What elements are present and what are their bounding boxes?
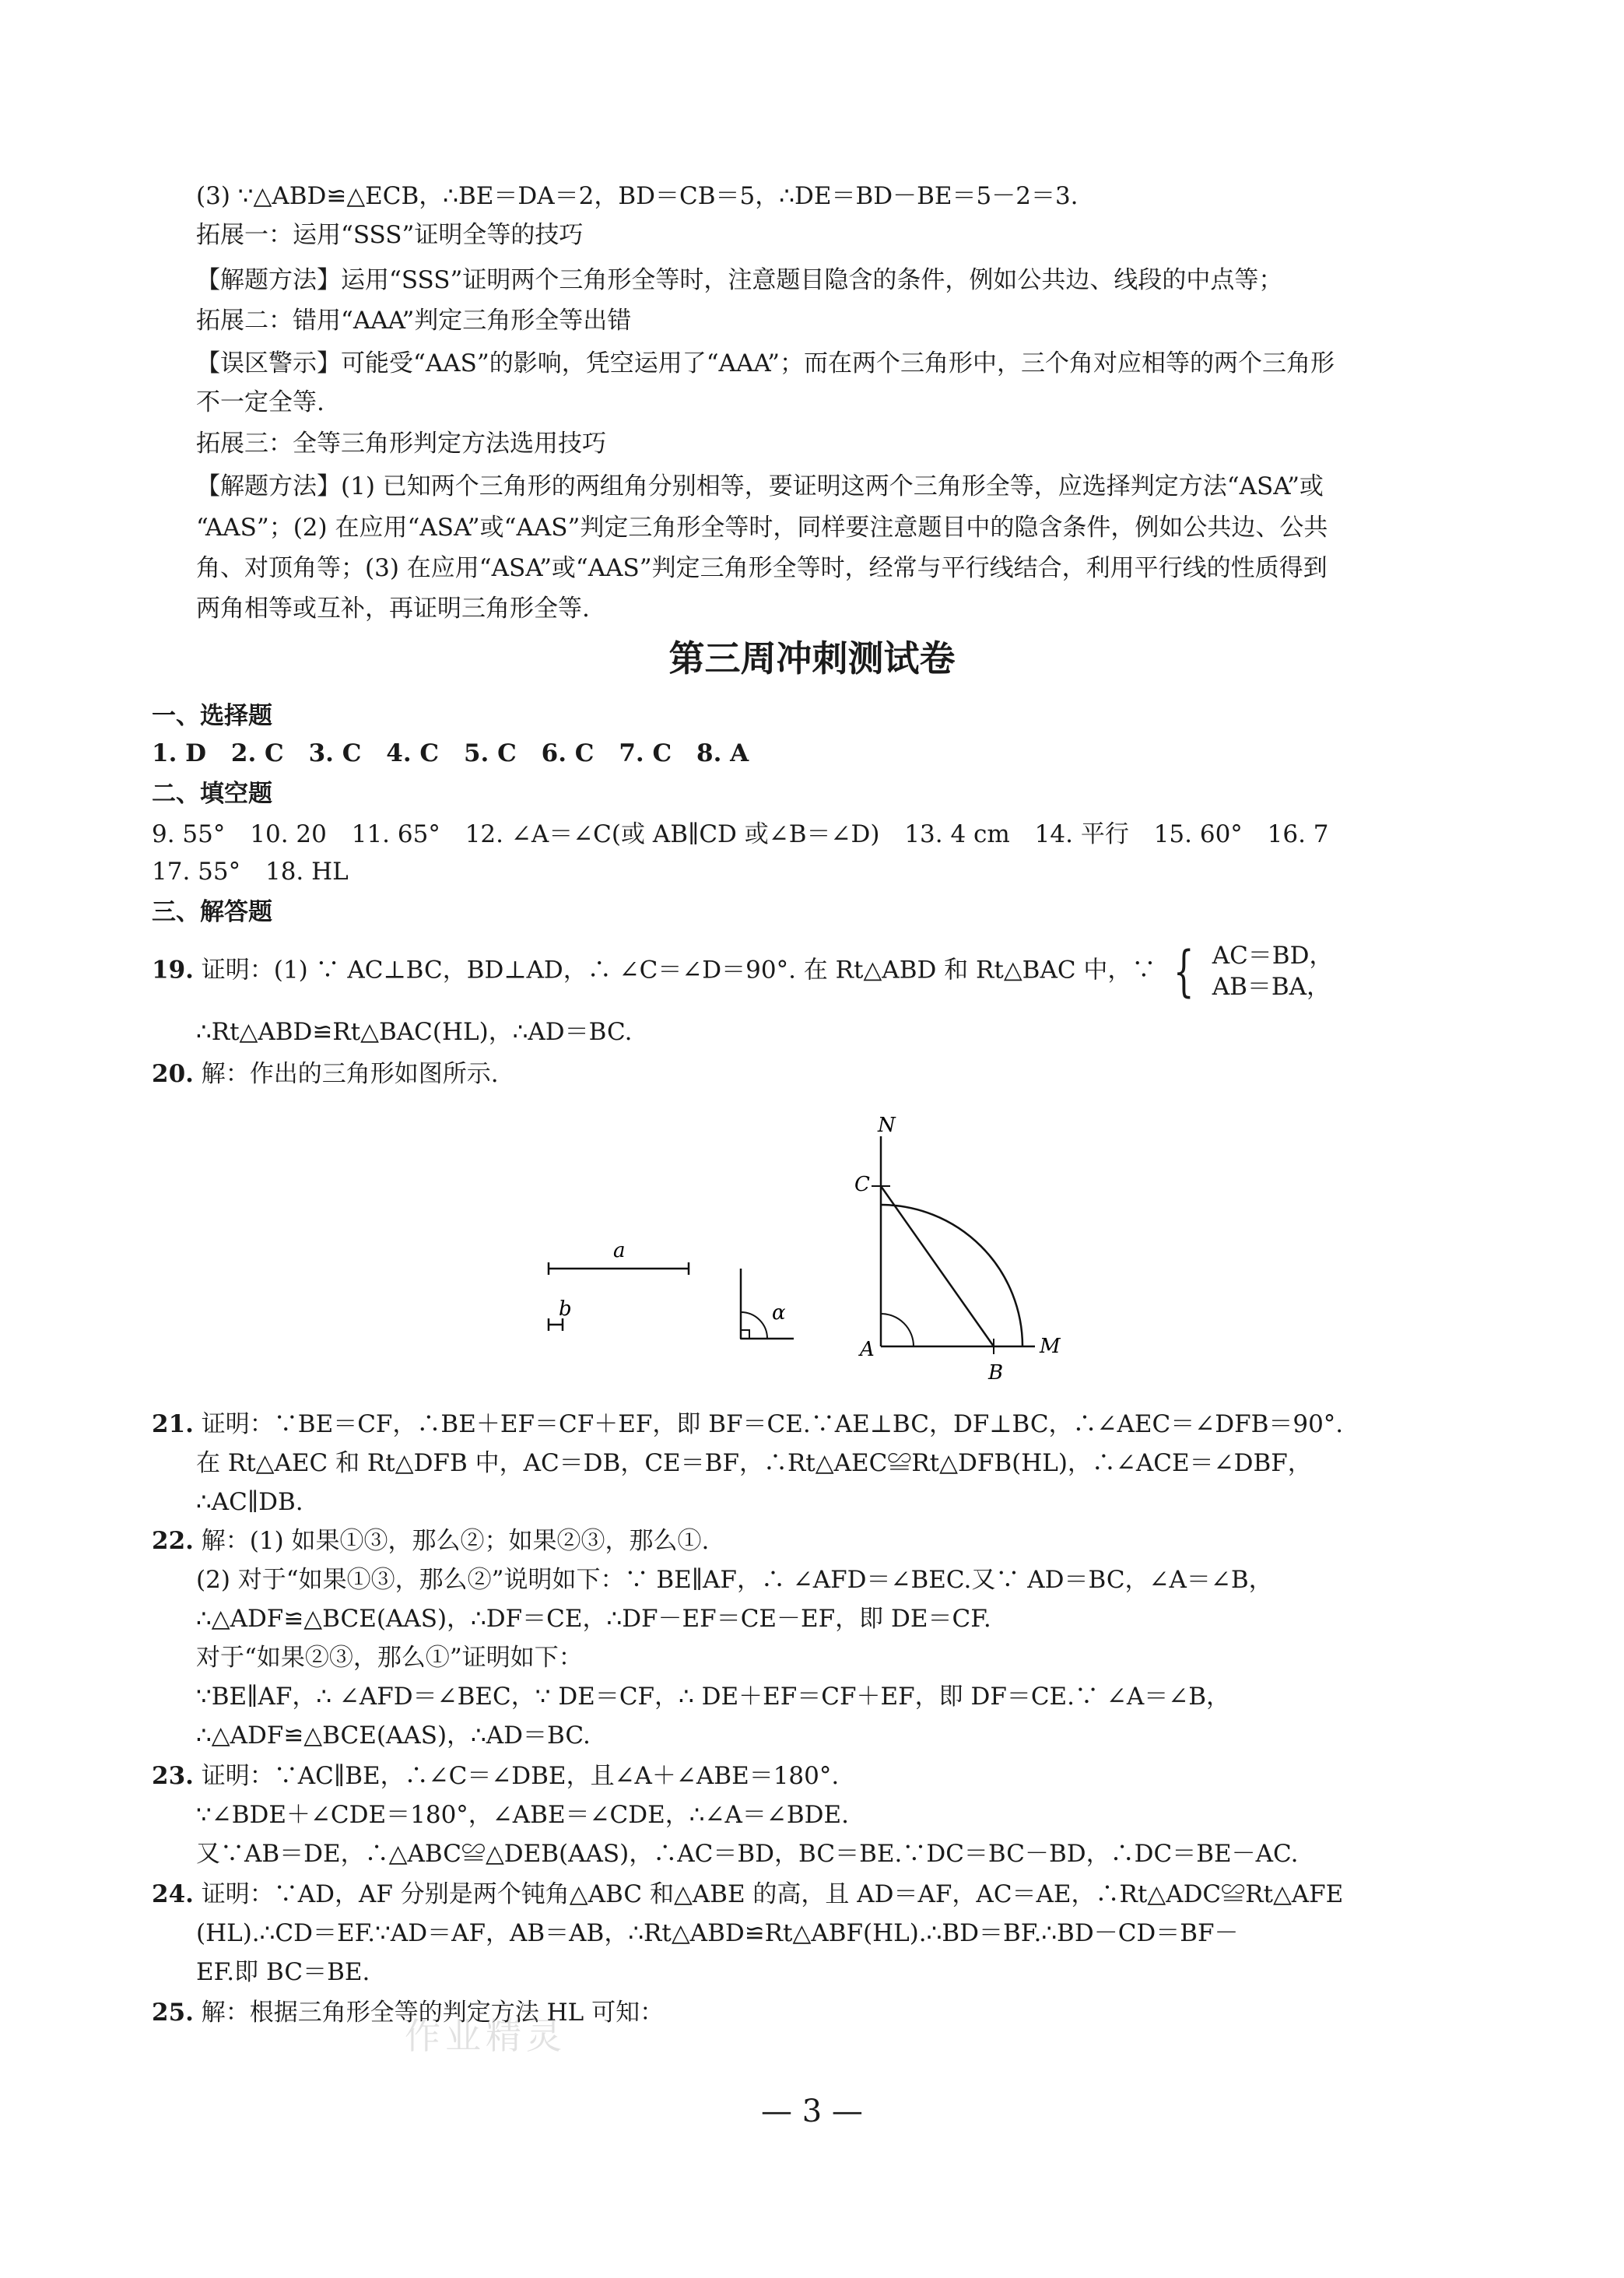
label-B: B xyxy=(988,1361,1004,1385)
question-20-text: 解：作出的三角形如图所示. xyxy=(201,1060,499,1088)
section-1-heading: 一、选择题 xyxy=(152,702,272,730)
brace-conditions xyxy=(1212,940,1334,1002)
label-C: C xyxy=(854,1173,870,1196)
question-21-line-2: 在 Rt△AEC 和 Rt△DFB 中，AC＝DB，CE＝BF，∴Rt△AEC≌Rt△DFB(HL)，∴∠ACE＝∠DBF， xyxy=(196,1449,1312,1477)
section-2-answers-row-2 xyxy=(152,856,366,887)
answer-item: 15. 60° xyxy=(1153,820,1243,848)
answer-item: 14. 平行 xyxy=(1034,820,1129,848)
section-2-answers-row-1 xyxy=(152,819,1346,850)
question-number: 19. xyxy=(152,956,194,985)
label-A: A xyxy=(860,1338,875,1361)
section-1-answers xyxy=(152,738,766,769)
question-number: 22. xyxy=(152,1527,194,1555)
answer-item: 1. D xyxy=(152,739,207,767)
question-23 xyxy=(152,1760,839,1792)
question-19-line-2: ∴Rt△ABD≌Rt△BAC(HL)，∴AD＝BC. xyxy=(196,1018,633,1046)
page-title: 第三周冲刺测试卷 xyxy=(668,637,956,679)
extension-3-method-1: 【解题方法】(1) 已知两个三角形的两组角分别相等，要证明这两个三角形全等，应选择判定方法“ASA”或 xyxy=(196,472,1324,500)
answer-line-3: (3) ∵△ABD≌△ECB，∴BE＝DA＝2，BD＝CB＝5，∴DE＝BD－BE＝5－2＝3. xyxy=(196,182,1079,210)
extension-2-warning-2: 不一定全等. xyxy=(196,388,324,416)
page-number: — 3 — xyxy=(761,2094,863,2129)
question-21-line-1: 证明：∵BE＝CF，∴BE＋EF＝CF＋EF，即 BF＝CE.∵AE⊥BC，DF⊥BC，∴∠AEC＝∠DFB＝90°. xyxy=(201,1410,1344,1438)
answer-item: 17. 55° xyxy=(152,858,241,886)
extension-1-title: 拓展一：运用“SSS”证明全等的技巧 xyxy=(196,221,584,249)
question-22-line-5: ∵BE∥AF，∴ ∠AFD＝∠BEC，∵ DE＝CF，∴ DE＋EF＝CF＋EF，即 DF＝CE.∵ ∠A＝∠B， xyxy=(196,1683,1231,1711)
label-M: M xyxy=(1040,1335,1061,1358)
question-23-line-1: 证明：∵AC∥BE，∴∠C＝∠DBE，且∠A＋∠ABE＝180°. xyxy=(201,1762,840,1790)
question-number: 25. xyxy=(152,1999,194,2027)
label-alpha: α xyxy=(772,1301,786,1325)
question-number: 23. xyxy=(152,1762,194,1790)
question-19 xyxy=(152,940,1333,1002)
right-angle-mark xyxy=(741,1330,749,1339)
question-24-line-2: (HL).∴CD＝EF.∵AD＝AF，AB＝AB，∴Rt△ABD≌Rt△ABF(HL).∴BD＝BF.∴BD－CD＝BF－ xyxy=(196,1919,1239,1947)
label-N: N xyxy=(878,1114,896,1137)
question-22 xyxy=(152,1525,709,1557)
extension-2-title: 拓展二：错用“AAA”判定三角形全等出错 xyxy=(196,307,632,335)
question-19-text: 证明：(1) ∵ AC⊥BC，BD⊥AD，∴ ∠C＝∠D＝90°. 在 Rt△ABD 和 Rt△BAC 中，∵ xyxy=(201,956,1156,985)
answer-item: 10. 20 xyxy=(250,820,327,848)
answer-item: 2. C xyxy=(230,739,284,767)
brace-symbol: { xyxy=(1173,939,1194,1003)
question-number: 20. xyxy=(152,1060,194,1088)
question-22-line-6: ∴△ADF≌△BCE(AAS)，∴AD＝BC. xyxy=(196,1722,591,1750)
section-3-heading: 三、解答题 xyxy=(152,898,272,926)
question-24-line-3: EF.即 BC＝BE. xyxy=(196,1958,370,1986)
question-21-line-3: ∴AC∥DB. xyxy=(196,1488,303,1516)
answer-item: 7. C xyxy=(619,739,672,767)
question-23-line-2: ∵∠BDE＋∠CDE＝180°，∠ABE＝∠CDE，∴∠A＝∠BDE. xyxy=(196,1801,849,1829)
angle-A-arc xyxy=(881,1314,914,1346)
extension-3-method-2: “AAS”；(2) 在应用“ASA”或“AAS”判定三角形全等时，同样要注意题目中的隐含条件，例如公共边、公共 xyxy=(196,514,1328,542)
answer-item: 18. HL xyxy=(265,858,349,886)
question-21 xyxy=(152,1409,1343,1440)
question-23-line-3: 又∵AB＝DE，∴△ABC≌△DEB(AAS)，∴AC＝BD，BC＝BE.∵DC＝BC－BD，∴DC＝BE－AC. xyxy=(196,1840,1299,1868)
segment-CB xyxy=(881,1186,994,1346)
extension-3-title: 拓展三：全等三角形判定方法选用技巧 xyxy=(196,430,606,458)
answer-item: 3. C xyxy=(308,739,362,767)
question-24 xyxy=(152,1879,1343,1910)
answer-item: 4. C xyxy=(386,739,440,767)
question-number: 21. xyxy=(152,1410,194,1438)
construction-arc xyxy=(881,1205,1022,1346)
question-22-line-1: 解：(1) 如果①③，那么②；如果②③，那么①. xyxy=(201,1527,710,1555)
question-number: 24. xyxy=(152,1880,194,1908)
question-20 xyxy=(152,1058,499,1090)
section-2-heading: 二、填空题 xyxy=(152,780,272,808)
answer-item: 8. A xyxy=(696,739,749,767)
answer-item: 9. 55° xyxy=(152,820,226,848)
answer-item: 13. 4 cm xyxy=(904,820,1010,848)
brace-condition-top: AC＝BD， xyxy=(1212,942,1334,970)
question-24-line-1: 证明：∵AD，AF 分别是两个钝角△ABC 和△ABE 的高，且 AD＝AF，AC＝AE，∴Rt△ADC≌Rt△AFE xyxy=(201,1880,1344,1908)
label-b: b xyxy=(559,1297,572,1321)
question-22-line-2: (2) 对于“如果①③，那么②”说明如下：∵ BE∥AF，∴ ∠AFD＝∠BEC.又∵ AD＝BC，∠A＝∠B， xyxy=(196,1566,1273,1594)
question-22-line-3: ∴△ADF≌△BCE(AAS)，∴DF＝CE，∴DF－EF＝CE－EF，即 DE＝CF. xyxy=(196,1605,991,1633)
answer-item: 5. C xyxy=(463,739,517,767)
construction-figure xyxy=(529,1113,1074,1393)
label-a: a xyxy=(613,1239,626,1262)
extension-1-method: 【解题方法】运用“SSS”证明两个三角形全等时，注意题目隐含的条件，例如公共边、线段的中点等； xyxy=(196,266,1283,294)
brace-condition-bottom: AB＝BA， xyxy=(1212,973,1331,1001)
extension-3-method-4: 两角相等或互补，再证明三角形全等. xyxy=(196,595,590,623)
angle-alpha-arc xyxy=(741,1312,767,1339)
answer-item: 11. 65° xyxy=(351,820,440,848)
answer-item: 12. ∠A＝∠C(或 AB∥CD 或∠B＝∠D) xyxy=(465,820,880,848)
question-25-text: 解：根据三角形全等的判定方法 HL 可知： xyxy=(201,1999,665,2027)
extension-2-warning-1: 【误区警示】可能受“AAS”的影响，凭空运用了“AAA”；而在两个三角形中，三个角对应相等的两个三角形 xyxy=(196,349,1335,377)
question-22-line-4: 对于“如果②③，那么①”证明如下： xyxy=(196,1644,583,1672)
answer-item: 6. C xyxy=(541,739,595,767)
watermark: 作业精灵 xyxy=(405,2015,566,2057)
extension-3-method-3: 角、对顶角等；(3) 在应用“ASA”或“AAS”判定三角形全等时，经常与平行线结合，利用平行线的性质得到 xyxy=(196,554,1328,582)
answer-item: 16. 7 xyxy=(1267,820,1329,848)
